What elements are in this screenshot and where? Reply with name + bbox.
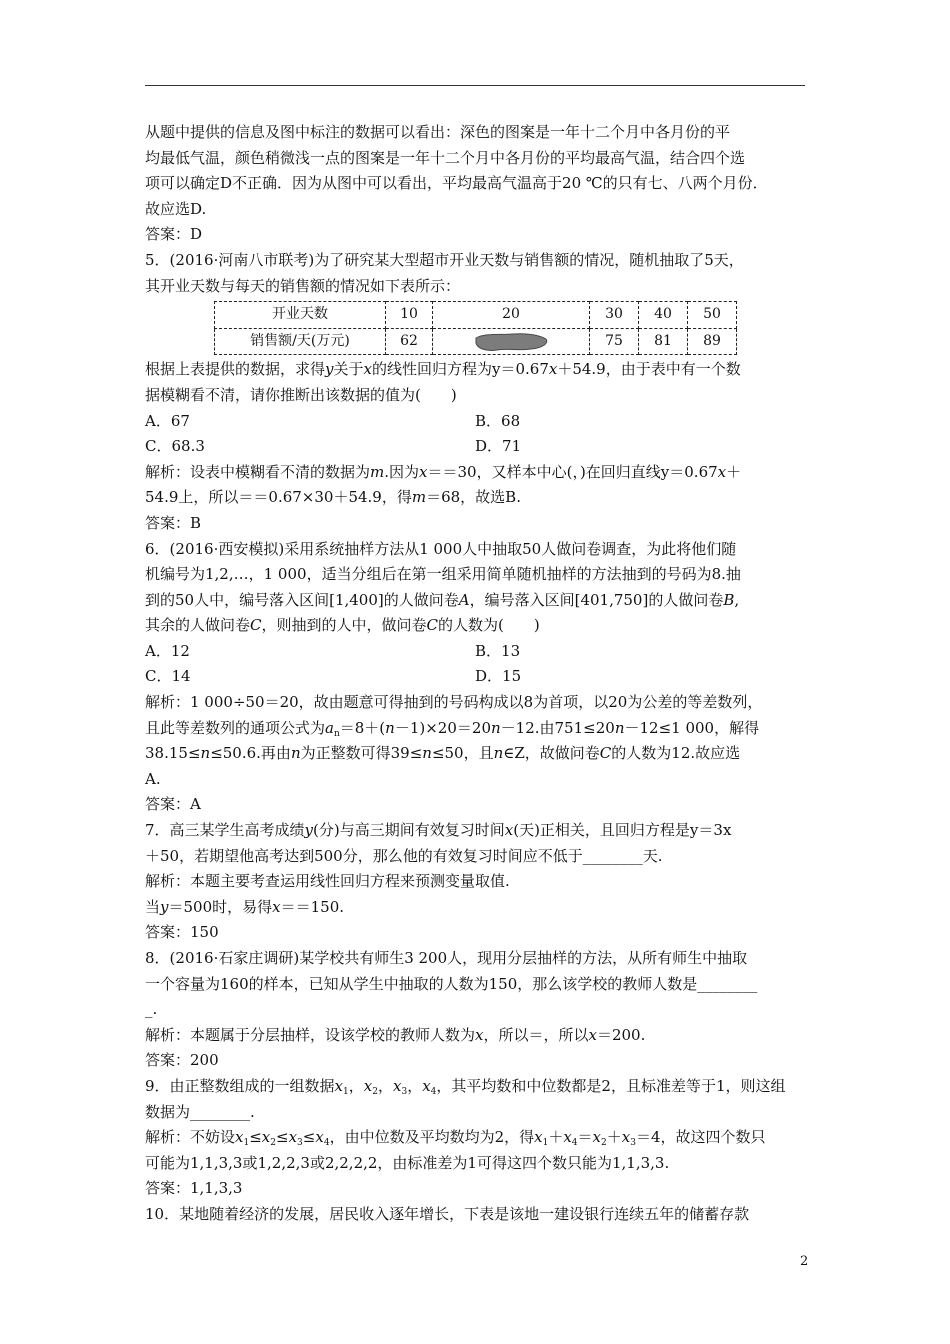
table-cell: 89 <box>688 328 737 355</box>
choice-b: B．13 <box>475 641 521 660</box>
table-cell: 62 <box>386 328 433 355</box>
answer-line: 答案：A <box>145 795 201 814</box>
question-6-stem: 其余的人做问卷C，则抽到的人中，做问卷C的人数为( ) <box>145 616 540 635</box>
question-5-stem: 5．(2016·河南八市联考)为了研究某大型超市开业天数与销售额的情况，随机抽取了5天， <box>145 250 744 269</box>
answer-line: 答案：D <box>145 225 203 244</box>
solution-line: 可能为1,1,3,3或1,2,2,3或2,2,2,2，由标准差为1可得这四个数只能为1,1,3,3. <box>145 1153 670 1172</box>
choice-row <box>145 664 805 690</box>
question-7-stem: 7．高三某学生高考成绩y(分)与高三期间有效复习时间x(天)正相关，且回归方程是y＝3x <box>145 821 732 840</box>
page-number: 2 <box>800 1254 809 1269</box>
question-8-stem: 一个容量为160的样本，已知从学生中抽取的人数为150，那么该学校的教师人数是________ <box>145 974 758 993</box>
question-5-text: 根据上表提供的数据，求得y关于x的线性回归方程为y＝0.67x＋54.9，由于表中有一个数 <box>145 360 741 379</box>
solution-line: 解析：1 000÷50＝20，故由题意可得抽到的号码构成以8为首项，以20为公差的等差数列， <box>145 693 763 712</box>
choice-a: A．12 <box>145 641 190 660</box>
question-5-stem: 其开业天数与每天的销售额的情况如下表所示： <box>145 276 461 295</box>
table-row <box>215 302 737 329</box>
table-cell: 75 <box>590 328 639 355</box>
solution-line: 且此等差数列的通项公式为$a_n=8+(n-1)\times 20=20n-12$.由751≤20n－12≤1 000，解得 <box>145 718 760 739</box>
question-9-stem: 数据为________. <box>145 1102 255 1121</box>
table-cell: 20 <box>433 302 590 329</box>
solution-line: 解析：不妨设$x_1\le x_2\le x_3\le x_4$，由中位数及平均数均为2，得$x_1+x_4=x_2+x_3=4$，故这四个数只 <box>145 1128 766 1149</box>
header-rule <box>145 85 805 86</box>
table-row <box>215 328 737 355</box>
question-6-stem: 6．(2016·西安模拟)采用系统抽样方法从1 000人中抽取50人做问卷调查，为此将他们随 <box>145 539 737 558</box>
question-6-stem: 机编号为1,2,…，1 000，适当分组后在第一组采用简单随机抽样的方法抽到的号码为8.抽 <box>145 565 741 584</box>
choice-a: A．67 <box>145 411 190 430</box>
choice-c: C．14 <box>145 667 191 686</box>
solution-line: 解析：本题属于分层抽样，设该学校的教师人数为x，所以＝，所以x＝200. <box>145 1025 646 1044</box>
text-line: 均最低气温，颜色稍微浅一点的图案是一年十二个月中各月份的平均最高气温，结合四个选 <box>145 148 746 167</box>
ink-smudge-image <box>473 331 549 353</box>
table-cell: 30 <box>590 302 639 329</box>
solution-line: 当y＝500时，易得x＝＝150. <box>145 897 345 916</box>
answer-line: 答案：1,1,3,3 <box>145 1179 243 1198</box>
solution-line: 解析：本题主要考查运用线性回归方程来预测变量取值. <box>145 872 510 891</box>
question-6-stem: 到的50人中，编号落入区间[1,400]的人做问卷A，编号落入区间[401,750]的人做问卷B, <box>145 590 740 609</box>
question-8-stem: 8．(2016·石家庄调研)某学校共有师生3 200人，现用分层抽样的方法，从所有师生中抽取 <box>145 949 748 967</box>
text-line: 故应选D. <box>145 199 207 218</box>
solution-line: A. <box>145 769 161 788</box>
choice-b: B．68 <box>475 411 521 430</box>
table-cell: 10 <box>386 302 433 329</box>
solution-line: 38.15≤n≤50.6.再由n为正整数可得39≤n≤50，且n∈Z，故做问卷C的人数为12.故应选 <box>145 744 741 763</box>
solution-line: 解析：设表中模糊看不清的数据为m.因为x＝＝30，又样本中心(，)在回归直线y＝0.67x＋ <box>145 462 742 481</box>
table-cell: 50 <box>688 302 737 329</box>
text-line: 项可以确定D不正确．因为从图中可以看出，平均最高气温高于20 ℃的只有七、八两个月份． <box>145 174 768 193</box>
sales-data-table <box>214 301 737 355</box>
table-header-cell: 开业天数 <box>215 302 386 329</box>
question-7-stem: ＋50，若期望他高考达到500分，那么他的有效复习时间应不低于________天. <box>145 846 663 865</box>
blurred-cell <box>433 328 590 355</box>
question-5-text: 据模糊看不清，请你推断出该数据的值为( ) <box>145 385 457 404</box>
question-10-stem: 10．某地随着经济的发展，居民收入逐年增长，下表是该地一建设银行连续五年的储蓄存款 <box>145 1204 750 1223</box>
question-9-stem: 9．由正整数组成的一组数据$x_1$，$x_2$，$x_3$，$x_4$，其平均数和中位数都是2，且标准差等于1，则这组 <box>145 1076 786 1097</box>
answer-line: 答案：B <box>145 513 202 532</box>
table-cell: 81 <box>639 328 688 355</box>
question-8-stem: _. <box>145 1000 158 1019</box>
choice-c: C．68.3 <box>145 437 205 456</box>
answer-line: 答案：150 <box>145 923 219 942</box>
document-body <box>145 120 805 1228</box>
choice-row <box>145 639 805 665</box>
table-cell: 40 <box>639 302 688 329</box>
table-header-cell: 销售额/天(万元) <box>215 328 386 355</box>
answer-line: 答案：200 <box>145 1051 219 1070</box>
choice-d: D．71 <box>475 437 522 456</box>
choice-d: D．15 <box>475 667 522 686</box>
choice-row <box>145 409 805 435</box>
choice-row <box>145 434 805 460</box>
text-line: 从题中提供的信息及图中标注的数据可以看出：深色的图案是一年十二个月中各月份的平 <box>145 123 731 141</box>
solution-line: 54.9上，所以＝＝0.67×30＋54.9，得m＝68，故选B. <box>145 488 521 507</box>
